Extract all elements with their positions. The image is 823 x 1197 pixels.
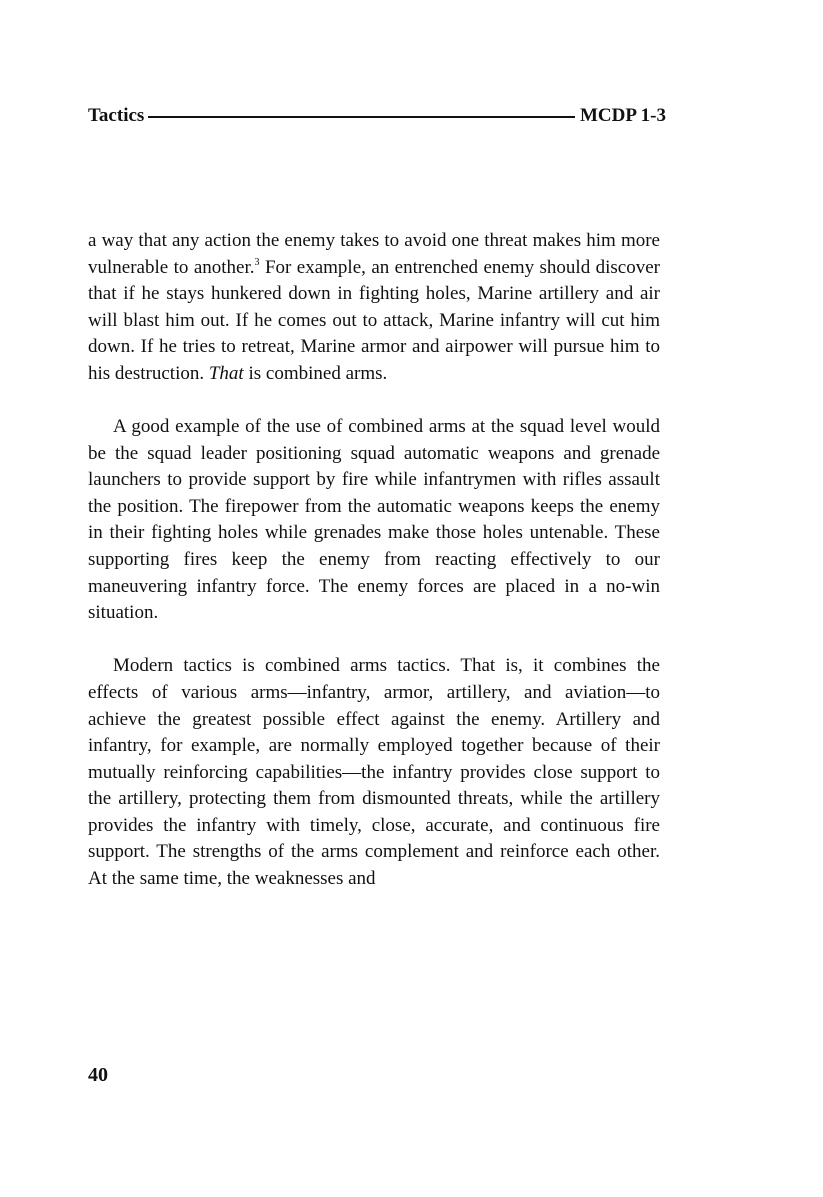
paragraph-2: A good example of the use of combined arms at the squad level would be the squad leader positioning squad automatic weapons and grenade launchers to provide support by fire while infantrymen with rifles assault the position. The firepower from the automatic weapons keeps the enemy in their fighting holes while grenades make those holes untenable. These supporting fires keep the enemy from reacting effectively to our maneuvering infantry force. The enemy forces are placed in a no-win situation. [88, 416, 660, 624]
paragraph-3: Modern tactics is combined arms tactics. That is, it combines the effects of various arms—infantry, armor, artillery, and aviation—to achieve the greatest possible effect against the enemy. Artillery and infantry, for example, are normally employed together because of their mutually reinforcing capabilities—the infantry provides close support to the artillery, protecting them from dismounted threats, while the artillery provides the infantry with timely, close, accurate, and continuous fire support. The strengths of the arms complement and reinforce each other. At the same time, the weaknesses and [88, 655, 660, 890]
header-section-title: Tactics [88, 105, 145, 126]
paragraph-1-text-c: is combined arms. [243, 362, 388, 384]
header-rule [148, 116, 575, 118]
paragraph-1-emphasis: That [208, 362, 244, 384]
header-publication-id: MCDP 1-3 [579, 105, 666, 126]
paragraph-1-text-b: For example, an entrenched enemy should discover that if he stays hunkered down in fighting holes, Marine artillery and air will blast him out. If he comes out to attack, Marine infantry will cut him down. If he tries to retreat, Marine armor and airpower will pursue him to his destruction. [88, 256, 660, 384]
paragraph-1 [88, 228, 660, 388]
body-text [88, 228, 660, 919]
paragraph-1-text-a: a way that any action the enemy takes to avoid one threat makes him more vulnerable to another. [88, 230, 660, 278]
running-header [88, 102, 666, 130]
page-number: 40 [88, 1064, 108, 1086]
footnote-ref-3: 3 [254, 256, 260, 268]
